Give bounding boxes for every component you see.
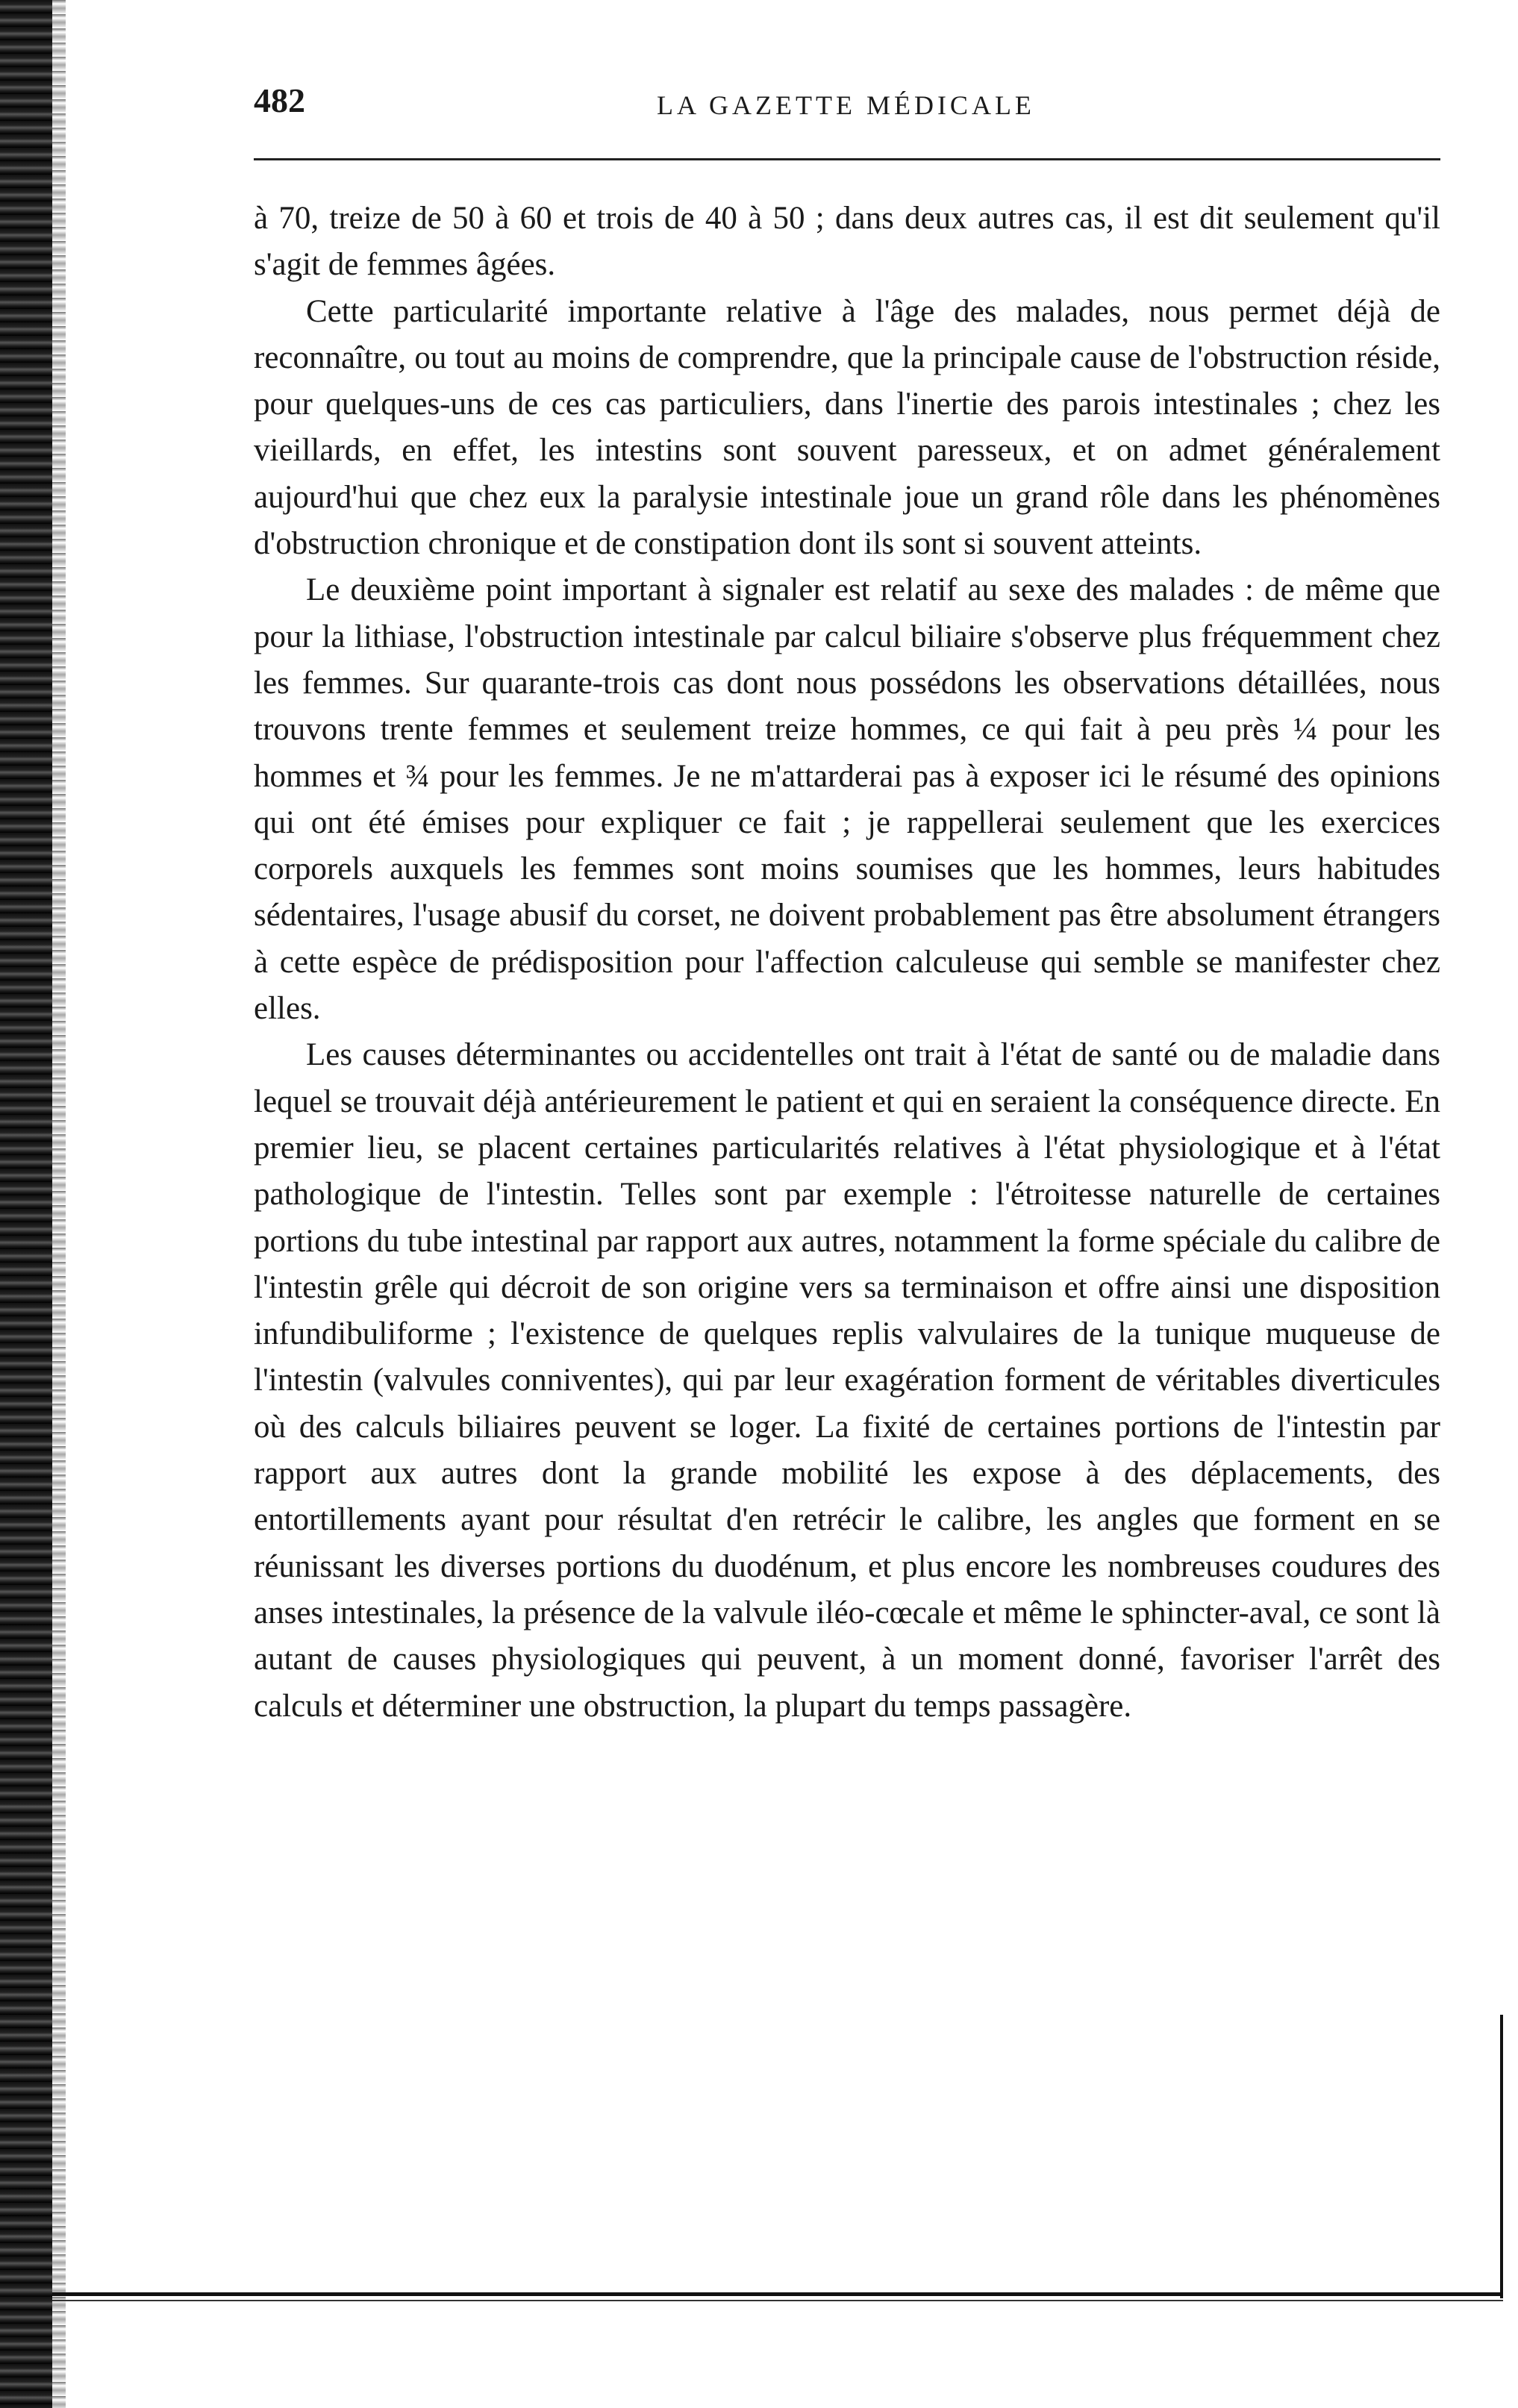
running-head (254, 81, 1440, 125)
bottom-border-rule (52, 2292, 1503, 2296)
paragraph-1: à 70, treize de 50 à 60 et trois de 40 à 50 ; dans deux autres cas, il est dit seulement qu'il s'agit de femmes âgées. (254, 201, 1440, 283)
header-rule (254, 158, 1440, 160)
article-body (254, 196, 1440, 1730)
page-number: 482 (254, 81, 305, 119)
bottom-border-rule-thin (52, 2300, 1503, 2301)
page-binding-edge (0, 0, 52, 2408)
paragraph-4: Les causes déterminantes ou accidentelles ont trait à l'état de santé ou de maladie dans lequel se trouvait déjà antérieurement le patient et qui en seraient la conséquence directe. En premier lieu, se placent certaines particularités relatives à l'état physiologique et à l'état pathologique de l'intestin. Telles sont par exemple : l'étroitesse naturelle de certaines portions du tube intestinal par rapport aux autres, notamment la forme spéciale du calibre de l'intestin grêle qui décroit de son origine vers sa terminaison et offre ainsi une disposition infundibuliforme ; l'existence de quelques replis valvulaires de la tunique muqueuse de l'intestin (valvules conniventes), qui par leur exagération forment de véritables diverticules où des calculs biliaires peuvent se loger. La fixité de certaines portions de l'intestin par rapport aux autres dont la grande mobilité les expose à des déplacements, des entortillements ayant pour résultat d'en retrécir le calibre, les angles que forment en se réunissant les diverses portions du duodénum, et plus encore les nombreuses coudures des anses intestinales, la présence de la valvule iléo-cœcale et même le sphincter-aval, ce sont là autant de causes physiologiques qui peuvent, à un moment donné, favoriser l'arrêt des calculs et déterminer une obstruction, la plupart du temps passagère. (254, 1037, 1440, 1724)
paragraph-2: Cette particularité importante relative à l'âge des malades, nous permet déjà de reconnaître, ou tout au moins de comprendre, que la principale cause de l'obstruction réside, pour quelques-uns de ces cas particuliers, dans l'inertie des parois intestinales ; chez les vieillards, en effet, les intestins sont souvent paresseux, et on admet généralement aujourd'hui que chez eux la paralysie intestinale joue un grand rôle dans les phénomènes d'obstruction chronique et de constipation dont ils sont si souvent atteints. (254, 293, 1440, 562)
journal-title: LA GAZETTE MÉDICALE (657, 90, 1035, 120)
right-margin-rule (1500, 2015, 1503, 2298)
paragraph-3: Le deuxième point important à signaler est relatif au sexe des malades : de même que pour la lithiase, l'obstruction intestinale par calcul biliaire s'observe plus fréquemment chez les femmes. Sur quarante-trois cas dont nous possédons les observations détaillées, nous trouvons trente femmes et seulement treize hommes, ce qui fait à peu près ¼ pour les hommes et ¾ pour les femmes. Je ne m'attarderai pas à exposer ici le résumé des opinions qui ont été émises pour expliquer ce fait ; je rappellerai seulement que les exercices corporels auxquels les femmes sont moins soumises que les hommes, leurs habitudes sédentaires, l'usage abusif du corset, ne doivent probablement pas être absolument étrangers à cette espèce de prédisposition pour l'affection calculeuse qui semble se manifester chez elles. (254, 572, 1440, 1027)
